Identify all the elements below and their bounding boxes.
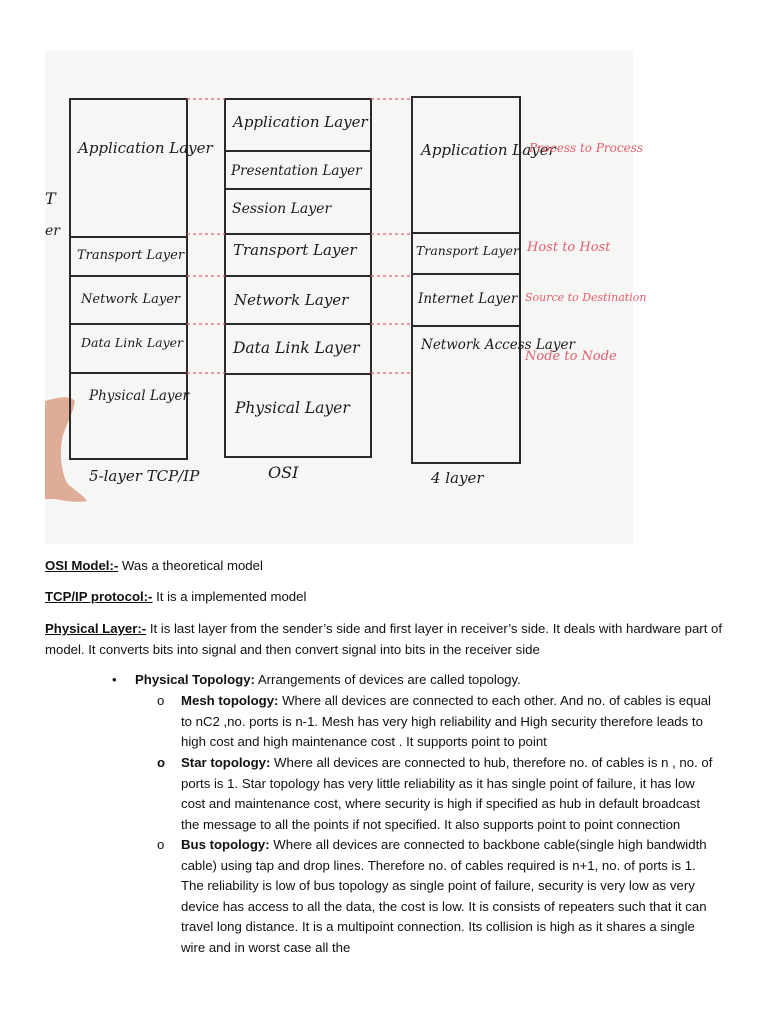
text-tcpip-protocol: It is a implemented model	[152, 589, 307, 604]
middle-stack-caption: OSI	[268, 463, 299, 482]
term-physical-layer: Physical Layer:-	[45, 621, 147, 636]
annotation-source-to-destination: Source to Destination	[525, 291, 647, 304]
mid-label-session: Session Layer	[232, 201, 332, 217]
annotation-host-to-host: Host to Host	[527, 240, 611, 255]
term-mesh-topology: Mesh topology:	[181, 693, 279, 708]
paragraph-tcpip-protocol	[45, 587, 735, 608]
right-label-network-access: Network Access Layer	[421, 337, 575, 353]
right-label-application: Application Layer	[421, 141, 556, 159]
text-star-topology: Where all devices are connected to hub, therefore no. of cables is n , no. of ports is 1. Star topology has very little reliability as it has single point of failure, it has low cost and maintenance cost, where security is high if specified as hub in default broadcast the message to all the points if not specified. It also supports point to point connection	[181, 755, 713, 832]
edge-letter-er: er	[45, 223, 60, 239]
annotation-process-to-process: Process to Process	[529, 141, 644, 155]
subitem-marker: o	[157, 693, 165, 708]
left-label-network: Network Layer	[81, 292, 181, 307]
paragraph-physical-layer	[45, 619, 735, 660]
presenter-hand	[45, 397, 87, 502]
bullet-marker: •	[112, 672, 117, 687]
term-osi-model: OSI Model:-	[45, 558, 119, 573]
left-label-application: Application Layer	[78, 139, 213, 157]
dashed-connectors	[187, 99, 412, 373]
mid-label-datalink: Data Link Layer	[233, 339, 360, 357]
annotation-node-to-node: Node to Node	[525, 349, 617, 364]
paragraph-osi-model	[45, 556, 735, 577]
right-label-internet: Internet Layer	[418, 291, 518, 307]
left-stack-caption: 5-layer TCP/IP	[89, 467, 200, 485]
left-label-datalink: Data Link Layer	[81, 335, 184, 350]
text-physical-layer: It is last layer from the sender’s side and first layer in receiver’s side. It deals with hardware part of model. It converts bits into signal and then convert signal into bits in the receiver side	[45, 621, 723, 657]
mid-label-physical: Physical Layer	[235, 399, 350, 417]
osi-tcpip-comparison-figure	[45, 51, 647, 544]
text-physical-topology: Arrangements of devices are called topology.	[254, 672, 521, 687]
left-label-physical: Physical Layer	[89, 388, 189, 404]
right-label-transport: Transport Layer	[416, 243, 519, 258]
term-bus-topology: Bus topology:	[181, 837, 270, 852]
subitem-marker: o	[157, 837, 165, 852]
right-stack-caption: 4 layer	[431, 469, 484, 487]
mid-label-presentation: Presentation Layer	[231, 163, 362, 179]
mid-label-transport: Transport Layer	[233, 241, 357, 259]
mid-label-network: Network Layer	[234, 291, 349, 309]
text-bus-topology: Where all devices are connected to backbone cable(single high bandwidth cable) using tap and drop lines. Therefore no. of cables required is n+1, no. of ports is 1. The reliability is low of bus topology as single point of failure, security is very low as very device has access to all the data, the cost is low. It is consists of repeaters such that it can travel long distance. It is a multipoint connection. Its collision is high as it shares a single wire and in worst case all the	[181, 837, 707, 955]
text-osi-model: Was a theoretical model	[118, 558, 263, 573]
subitem-marker: o	[157, 755, 166, 770]
term-physical-topology: Physical Topology:	[135, 672, 255, 687]
term-tcpip-protocol: TCP/IP protocol:-	[45, 589, 153, 604]
edge-letter-t: T	[45, 189, 56, 208]
text-mesh-topology: Where all devices are connected to each other. And no. of cables is equal to nC2 ,no. ports is n-1. Mesh has very high reliability and High security therefore leads to high cost and high maintenance cost . It supports point to point	[181, 693, 711, 749]
term-star-topology: Star topology:	[181, 755, 271, 770]
mid-label-application: Application Layer	[233, 113, 368, 131]
left-label-transport: Transport Layer	[77, 248, 185, 263]
